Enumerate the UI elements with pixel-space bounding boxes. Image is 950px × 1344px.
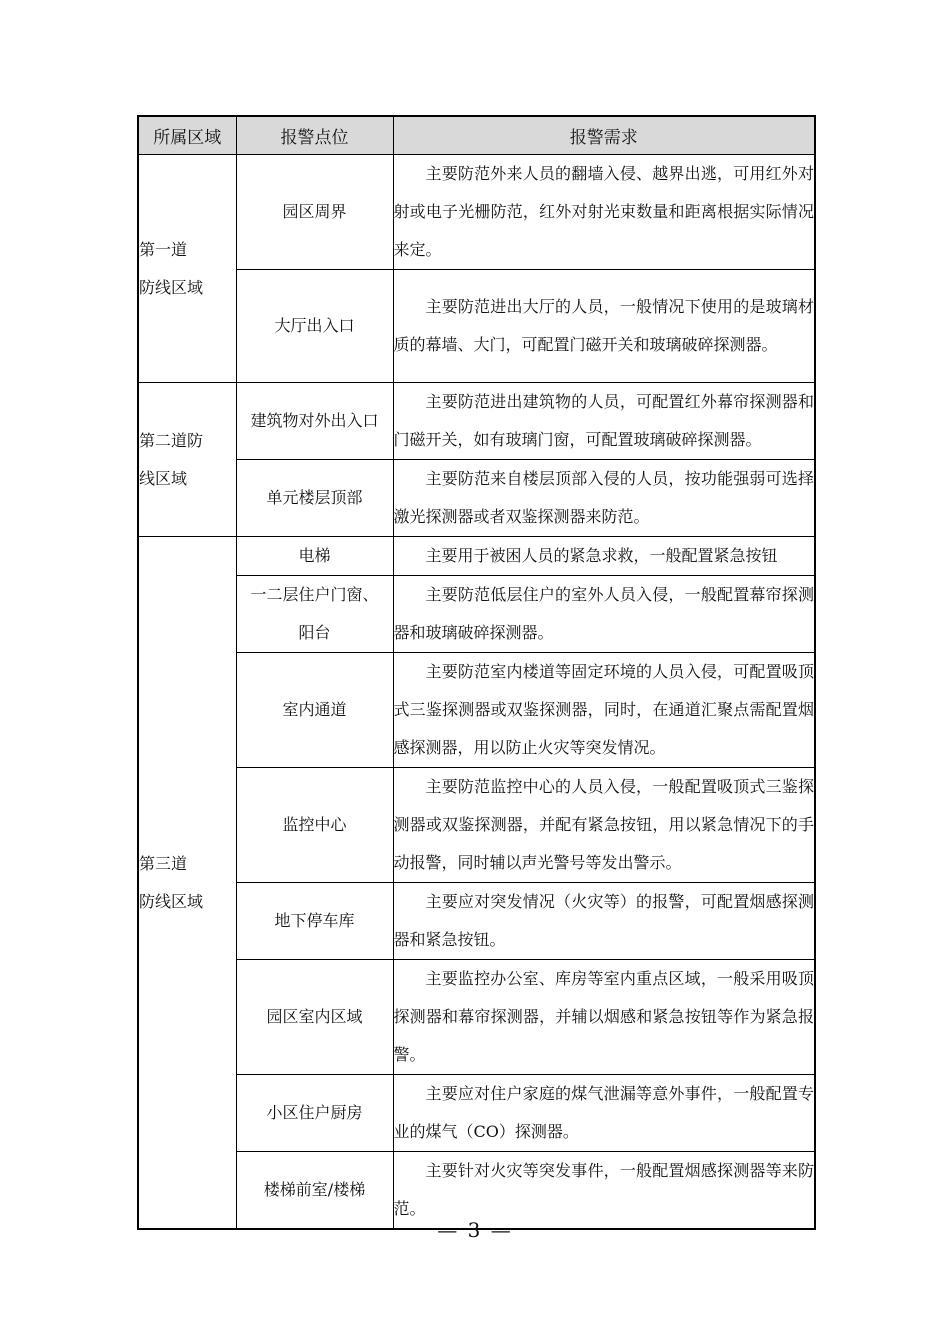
need-text: 主要用于被困人员的紧急求救，一般配置紧急按钮 <box>425 546 778 565</box>
need-text: 主要防范监控中心的人员入侵，一般配置吸顶式三鉴探测器或双鉴探测器，并配有紧急按钮，用以紧急情况下的手动报警，同时辅以声光警号等发出警示。 <box>393 777 814 872</box>
table-row <box>138 653 815 768</box>
point-cell: 建筑物对外出入口 <box>236 383 393 460</box>
need-text: 主要针对火灾等突发事件，一般配置烟感探测器等来防范。 <box>393 1161 814 1218</box>
table-row <box>138 960 815 1075</box>
table-row <box>138 537 815 576</box>
header-point: 报警点位 <box>236 116 393 155</box>
need-text: 主要防范低层住户的室外人员入侵，一般配置幕帘探测器和玻璃破碎探测器。 <box>393 585 814 642</box>
need-cell <box>393 960 815 1075</box>
table-row <box>138 1075 815 1152</box>
point-cell: 大厅出入口 <box>236 270 393 383</box>
point-cell: 室内通道 <box>236 653 393 768</box>
table-row <box>138 460 815 537</box>
page-number: — 3 — <box>437 1218 513 1242</box>
need-cell <box>393 460 815 537</box>
zone-area-label: 第二道防 线区域 <box>139 430 204 488</box>
need-cell <box>393 537 815 576</box>
point-cell: 园区室内区域 <box>236 960 393 1075</box>
zone-area-label: 第三道 防线区域 <box>139 853 204 911</box>
zone-area-cell <box>138 537 236 1230</box>
table-row <box>138 155 815 270</box>
need-text: 主要应对住户家庭的煤气泄漏等意外事件，一般配置专业的煤气（CO）探测器。 <box>393 1084 814 1141</box>
table-row <box>138 768 815 883</box>
need-cell <box>393 576 815 653</box>
need-text: 主要防范室内楼道等固定环境的人员入侵，可配置吸顶式三鉴探测器或双鉴探测器，同时，在通道汇聚点需配置烟感探测器，用以防止火灾等突发情况。 <box>393 662 814 757</box>
table-row <box>138 883 815 960</box>
point-cell: 小区住户厨房 <box>236 1075 393 1152</box>
need-text: 主要防范外来人员的翻墙入侵、越界出逃，可用红外对射或电子光栅防范，红外对射光束数量和距离根据实际情况来定。 <box>393 164 814 259</box>
need-cell <box>393 1075 815 1152</box>
point-cell: 楼梯前室/楼梯 <box>236 1152 393 1230</box>
point-text: 一二层住户门窗、 阳台 <box>250 585 379 642</box>
point-cell: 单元楼层顶部 <box>236 460 393 537</box>
zone-area-cell <box>138 383 236 537</box>
zone-area-cell <box>138 155 236 383</box>
point-cell: 电梯 <box>236 537 393 576</box>
alarm-requirements-table <box>137 115 816 1230</box>
table-row <box>138 383 815 460</box>
point-cell: 园区周界 <box>236 155 393 270</box>
zone-area-label: 第一道 防线区域 <box>139 239 204 297</box>
table-row <box>138 576 815 653</box>
table-header-row <box>138 116 815 155</box>
need-text: 主要防范进出建筑物的人员，可配置红外幕帘探测器和门磁开关，如有玻璃门窗，可配置玻璃破碎探测器。 <box>393 392 814 449</box>
header-area: 所属区域 <box>138 116 236 155</box>
need-cell <box>393 155 815 270</box>
need-text: 主要监控办公室、库房等室内重点区域，一般采用吸顶探测器和幕帘探测器，并辅以烟感和紧急按钮等作为紧急报警。 <box>393 969 814 1064</box>
need-cell <box>393 270 815 383</box>
need-text: 主要防范来自楼层顶部入侵的人员，按功能强弱可选择激光探测器或者双鉴探测器来防范。 <box>393 469 814 526</box>
table-body <box>138 155 815 1230</box>
need-cell <box>393 768 815 883</box>
point-cell: 地下停车库 <box>236 883 393 960</box>
point-cell <box>236 576 393 653</box>
need-cell <box>393 383 815 460</box>
point-cell: 监控中心 <box>236 768 393 883</box>
need-cell <box>393 653 815 768</box>
table-row <box>138 270 815 383</box>
header-need: 报警需求 <box>393 116 815 155</box>
need-text: 主要应对突发情况（火灾等）的报警，可配置烟感探测器和紧急按钮。 <box>393 892 814 949</box>
need-text: 主要防范进出大厅的人员，一般情况下使用的是玻璃材质的幕墙、大门，可配置门磁开关和玻璃破碎探测器。 <box>393 297 814 354</box>
need-cell <box>393 883 815 960</box>
